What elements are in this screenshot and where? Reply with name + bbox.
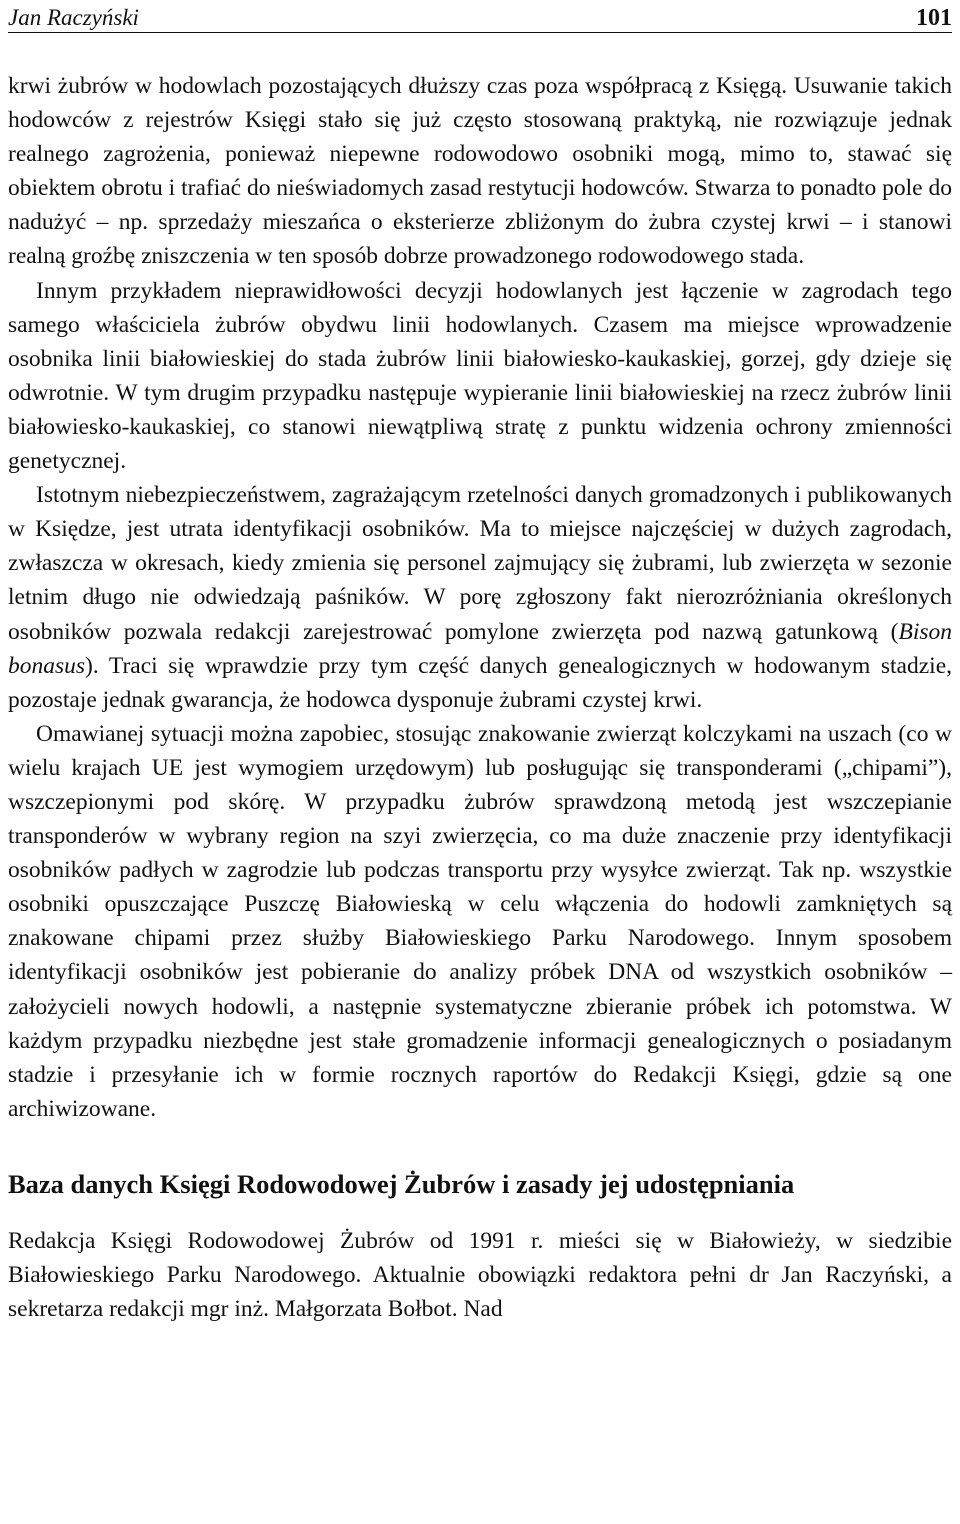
running-head-author: Jan Raczyński (8, 5, 139, 30)
species-name: Bison bonasus (8, 618, 952, 679)
page-number: 101 (916, 5, 952, 31)
paragraph-identification-loss: Istotnym niebezpieczeństwem, zagrażającym rzetelności danych gromadzonych i publikowanych w Księdze, jest utrata identyfikacji osobników. Ma to miejsce najczęściej w dużych zagrodach, zwłaszcza w okresach, kiedy zmienia się personel zajmujący się żubrami, lub zwierzęta w sezonie letnim długo nie odwiedzają paśników. W porę zgłoszony fakt nierozróżniania określonych osobników pozwala redakcji zarejestrować pomylone zwierzęta pod nazwą gatunkową (Bison bonasus). Traci się wprawdzie przy tym część danych genealogicznych w hodowanym stadzie, pozostaje jednak gwarancja, że hodowca dysponuje żubrami czystej krwi. (8, 482, 952, 713)
running-header (8, 0, 952, 33)
paragraph-breeding-lines: Innym przykładem nieprawidłowości decyzji hodowlanych jest łączenie w zagrodach tego samego właściciela żubrów obydwu linii hodowlanych. Czasem ma miejsce wprowadzenie osobnika linii białowieskiej do stada żubrów linii białowiesko-kaukaskiej, gorzej, gdy dzieje się odwrotnie. W tym drugim przypadku następuje wypieranie linii białowieskiej na rzecz żubrów linii białowiesko-kaukaskiej, co stanowi niewątpliwą stratę z punktu widzenia ochrony zmienności genetycznej. (8, 277, 952, 475)
body-text (8, 69, 952, 1326)
paragraph-marking-methods: Omawianej sytuacji można zapobiec, stosując znakowanie zwierząt kolczykami na uszach (co w wielu krajach UE jest wymogiem urzędowym) lub posługując się transponderami („chipami”), wszczepionymi pod skórę. W przypadku żubrów sprawdzoną metodą jest wszczepianie transponderów w wybrany region na szyi zwierzęcia, co ma duże znaczenie przy identyfikacji osobników padłych w zagrodzie lub podczas transportu przy wysyłce zwierząt. Tak np. wszystkie osobniki opuszczające Puszczę Białowieską w celu włączenia do hodowli zamkniętych są znakowane chipami przez służby Białowieskiego Parku Narodowego. Innym sposobem identyfikacji osobników jest pobieranie do analizy próbek DNA od wszystkich osobników – założycieli nowych hodowli, a następnie systematyczne zbieranie próbek ich potomstwa. W każdym przypadku niezbędne jest stałe gromadzenie informacji genealogicznych o posiadanym stadzie i przesyłanie ich w formie rocznych raportów do Redakcji Księgi, gdzie są one archiwizowane. (8, 720, 952, 1122)
section-heading: Baza danych Księgi Rodowodowej Żubrów i zasady jej udostępniania (8, 1168, 795, 1199)
paragraph-continuation: krwi żubrów w hodowlach pozostających dłuższy czas poza współpracą z Księgą. Usuwanie takich hodowców z rejestrów Księgi stało się już często stosowaną praktyką, nie rozwiązuje jednak realnego zagrożenia, ponieważ niepewne rodowodowo osobniki mogą, mimo to, stawać się obiektem obrotu i trafiać do nieświadomych zasad restytucji hodowców. Stwarza to ponadto pole do nadużyć – np. sprzedaży mieszańca o eksterierze zbliżonym do żubra czystej krwi – i stanowi realną groźbę zniszczenia w ten sposób dobrze prowadzonego rodowodowego stada. (8, 73, 952, 270)
paragraph-database-intro: Redakcja Księgi Rodowodowej Żubrów od 1991 r. mieści się w Białowieży, w siedzibie Białowieskiego Parku Narodowego. Aktualnie obowiązki redaktora pełni dr Jan Raczyński, a sekretarza redakcji mgr inż. Małgorzata Bołbot. Nad (8, 1227, 952, 1323)
